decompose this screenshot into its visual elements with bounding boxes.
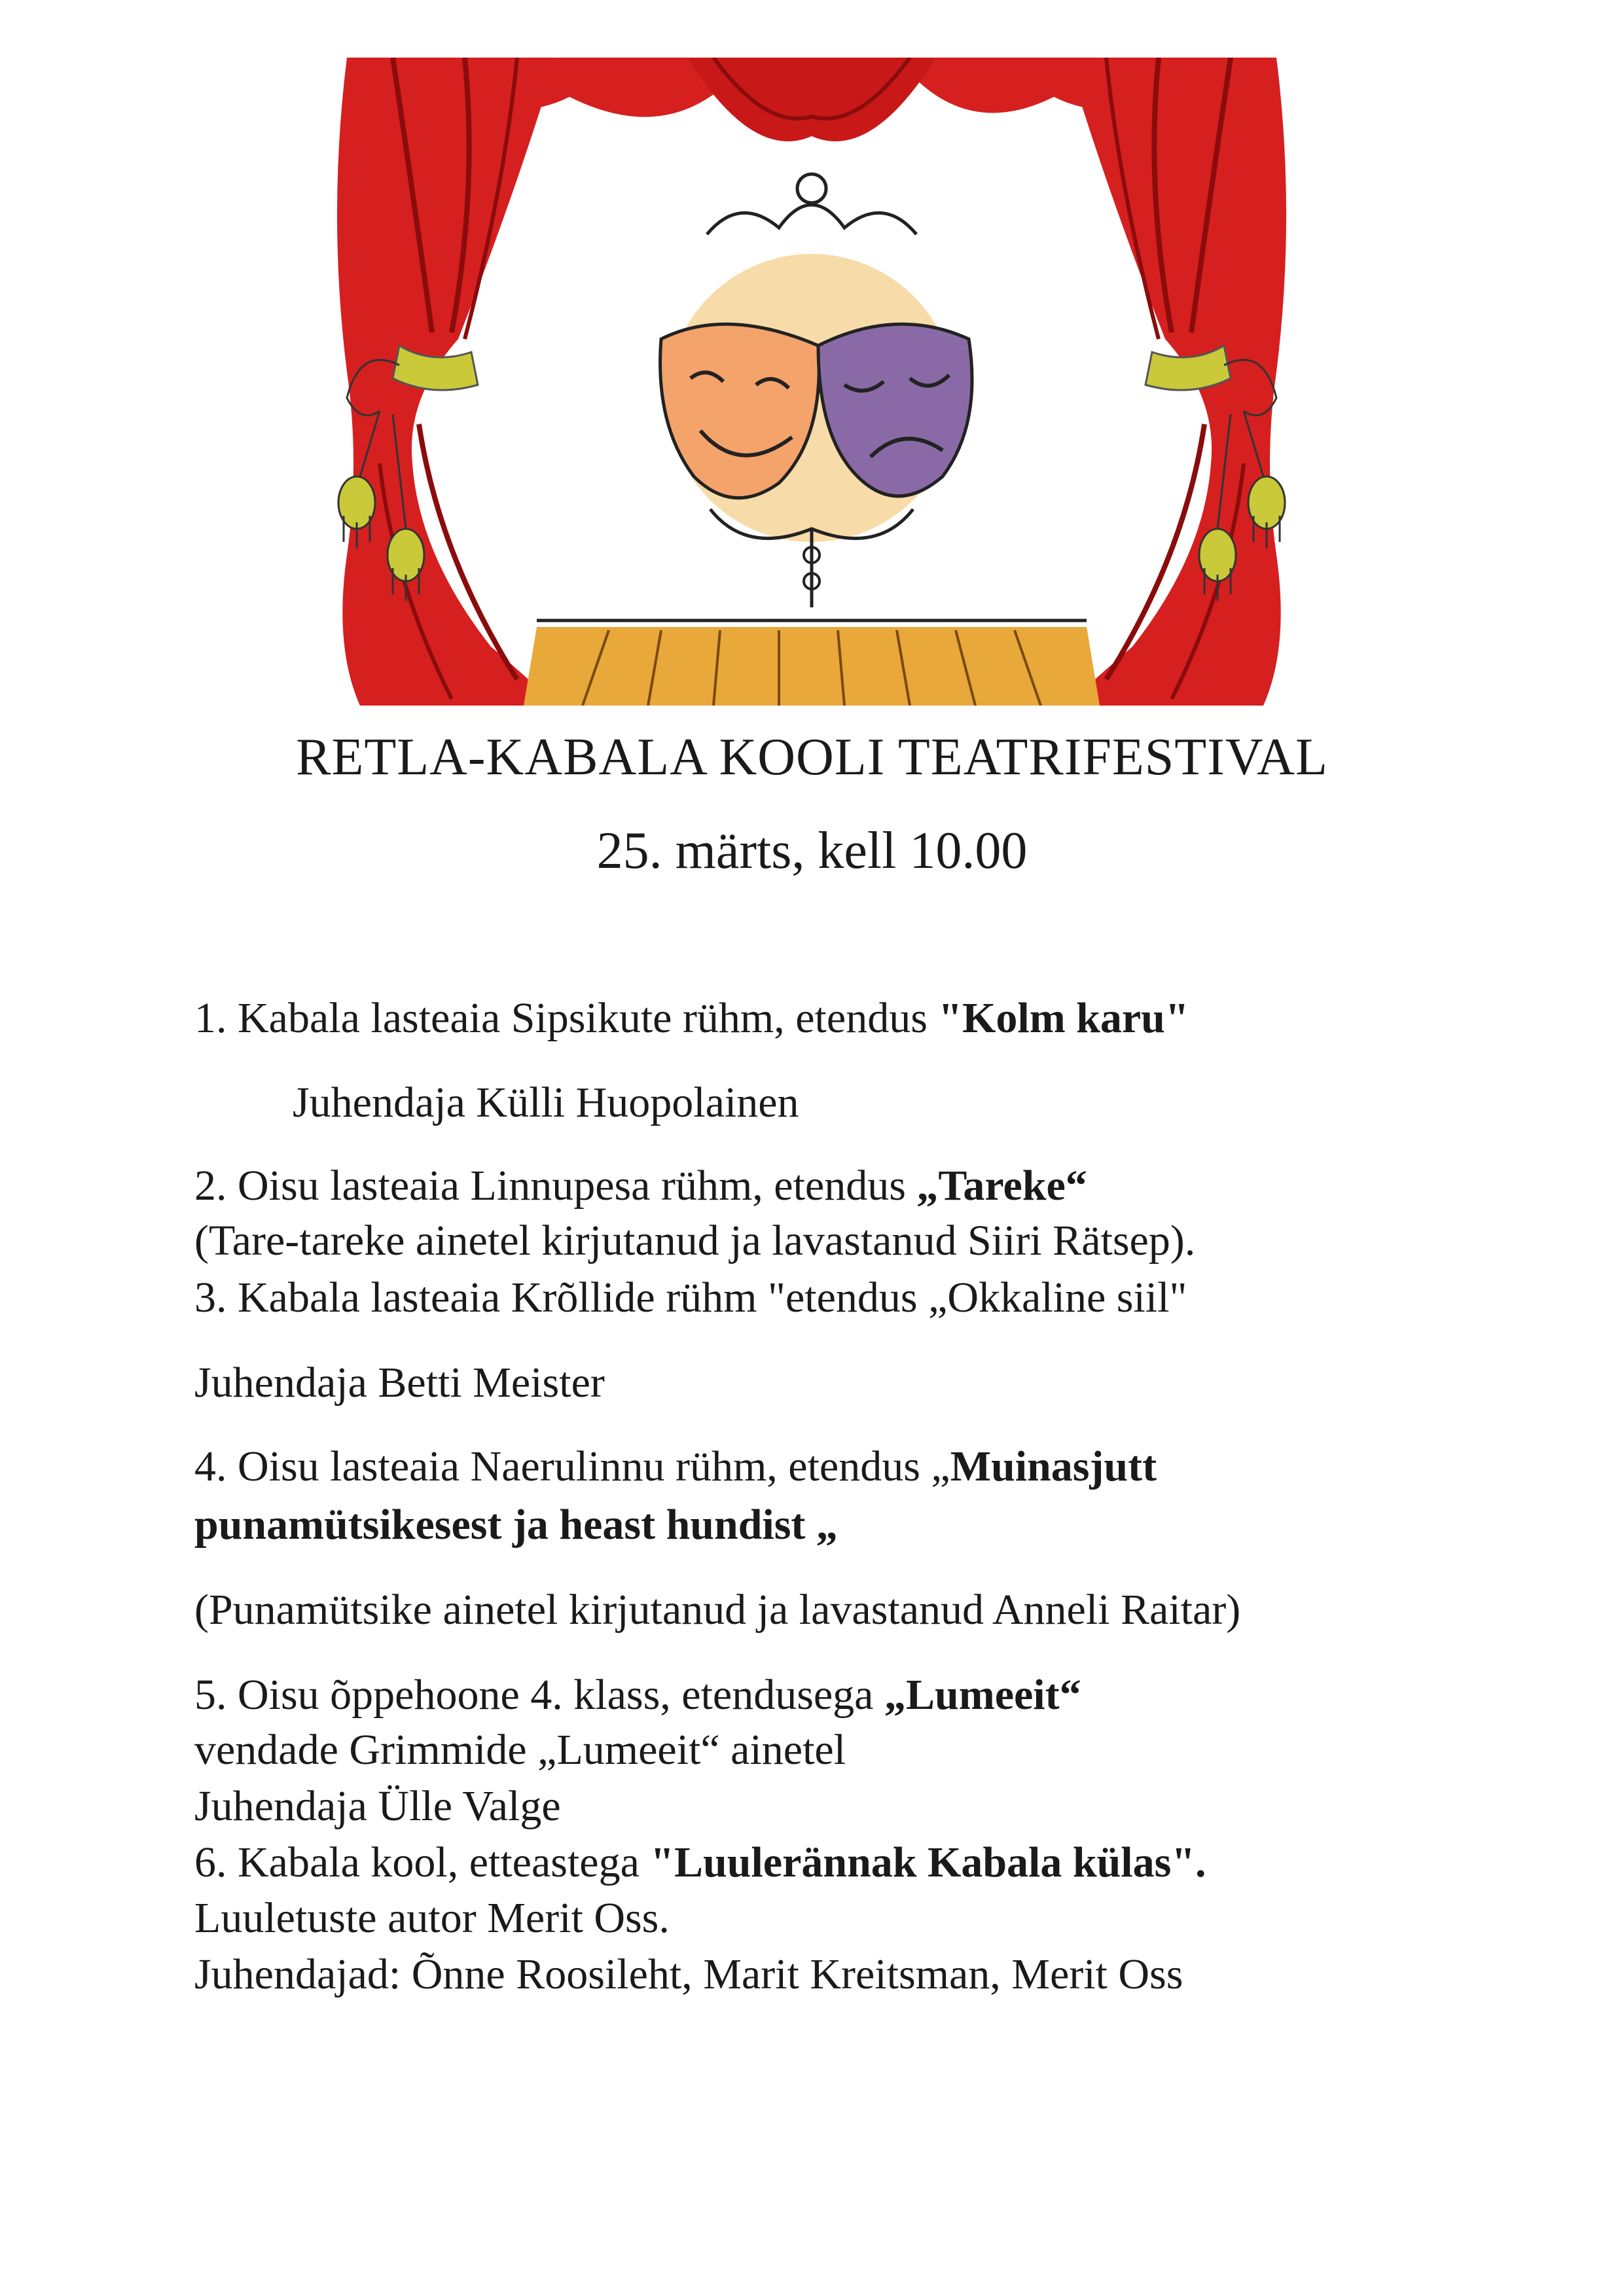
program-item-3-director: Juhendaja Betti Meister [194, 1359, 605, 1407]
page-title: RETLA-KABALA KOOLI TEATRIFESTIVAL [296, 728, 1328, 786]
program-item-6-author: Luuletuste autor Merit Oss. [194, 1894, 670, 1942]
right-curtain [1067, 58, 1286, 706]
program-item-6-directors: Juhendajad: Õnne Roosileht, Marit Kreitsman, Merit Oss [194, 1950, 1183, 1998]
program-item-6: 6. Kabala kool, etteastega "Luulerännak Kabala külas". [194, 1839, 1206, 1886]
program-item-2: 2. Oisu lasteaia Linnupesa rühm, etendus „Tareke“ [194, 1162, 1087, 1210]
program-item-4-cont: punamütsikesest ja heast hundist „ [194, 1501, 838, 1549]
program-item-5: 5. Oisu õppehoone 4. klass, etendusega „Lumeeit“ [194, 1671, 1081, 1719]
event-date: 25. märts, kell 10.00 [596, 822, 1028, 880]
program-item-5-director: Juhendaja Ülle Valge [194, 1782, 561, 1830]
program-item-2-note: (Tare-tareke ainetel kirjutanud ja lavastanud Siiri Rätsep). [194, 1217, 1196, 1265]
program-item-5-note: vendade Grimmide „Lumeeit“ ainetel [194, 1726, 846, 1774]
stage-floor [524, 620, 1100, 706]
left-curtain [337, 58, 556, 706]
program-item-4-note: (Punamütsike ainetel kirjutanud ja lavastanud Anneli Raitar) [194, 1586, 1241, 1634]
program-item-3: 3. Kabala lasteaia Krõllide rühm "etendus „Okkaline siil" [194, 1274, 1187, 1321]
program-item-4: 4. Oisu lasteaia Naerulinnu rühm, etendus „Muinasjutt [194, 1443, 1157, 1490]
theater-stage-illustration [321, 58, 1303, 706]
program-item-1: 1. Kabala lasteaia Sipsikute rühm, etendus "Kolm karu" [194, 994, 1189, 1042]
program-item-1-director: Juhendaja Külli Huopolainen [293, 1079, 799, 1126]
